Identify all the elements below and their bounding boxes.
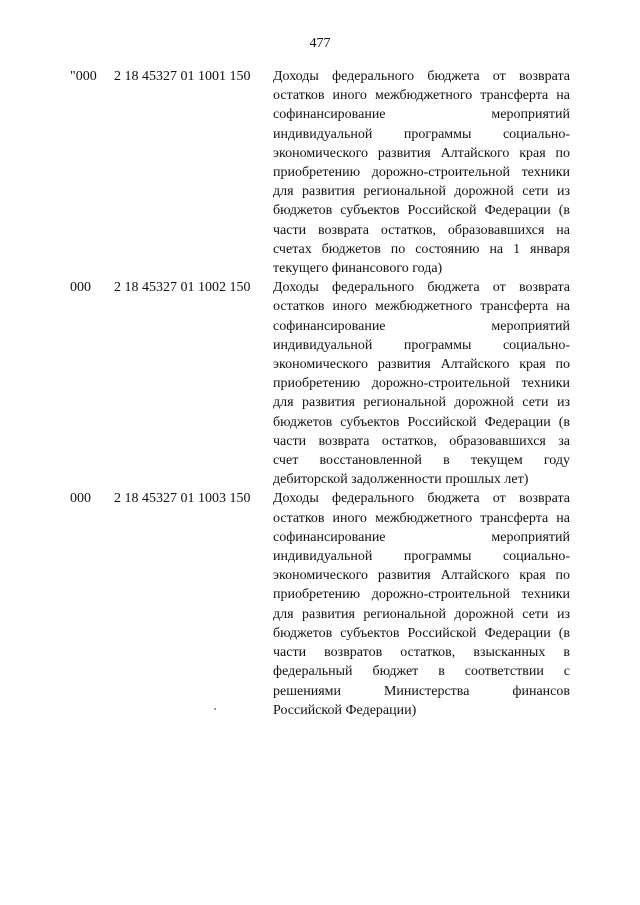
budget-classification-code: 2 18 45327 01 1002 150 xyxy=(114,280,251,296)
description-line: экономического развития Алтайского края по xyxy=(273,145,570,161)
admin-code: "000 xyxy=(70,69,97,84)
description-line: приобретению дорожно-строительной техники xyxy=(273,376,570,392)
description-line: софинансирование мероприятий xyxy=(273,529,570,545)
description-line: экономического развития Алтайского края по xyxy=(273,357,570,373)
description-line: Российской Федерации) xyxy=(273,702,417,718)
budget-classification-code: 2 18 45327 01 1001 150 xyxy=(114,69,251,84)
description-line: части возврата остатков, образовавшихся за xyxy=(273,433,570,449)
admin-code: 000 xyxy=(70,491,91,507)
description-line: остатков иного межбюджетного трансферта на xyxy=(273,88,570,104)
description-line: части возвратов остатков, взысканных в xyxy=(273,645,570,661)
description-line: приобретению дорожно-строительной техники xyxy=(273,165,570,181)
description-line: Доходы федерального бюджета от возврата xyxy=(273,280,570,296)
budget-classification-code: 2 18 45327 01 1003 150 xyxy=(114,491,251,507)
description-line: для развития региональной дорожной сети из xyxy=(273,184,570,200)
table-row xyxy=(0,67,640,278)
page-number: 477 xyxy=(309,36,331,51)
table-row xyxy=(0,489,640,719)
description-line: экономического развития Алтайского края по xyxy=(273,568,570,584)
description-line: индивидуальной программы социально- xyxy=(273,337,570,353)
description-line: остатков иного межбюджетного трансферта на xyxy=(273,299,570,315)
description-line: индивидуальной программы социально- xyxy=(273,549,570,565)
income-description xyxy=(273,67,570,278)
description-line: федеральный бюджет в соответствии с xyxy=(273,664,570,680)
description-line: счетах бюджетов по состоянию на 1 января xyxy=(273,241,570,257)
description-line: для развития региональной дорожной сети из xyxy=(273,395,570,411)
description-line: индивидуальной программы социально- xyxy=(273,126,570,142)
admin-code: 000 xyxy=(70,280,91,296)
description-line: бюджетов субъектов Российской Федерации (в xyxy=(273,203,570,219)
description-line: софинансирование мероприятий xyxy=(273,107,570,123)
description-line: бюджетов субъектов Российской Федерации (в xyxy=(273,414,570,430)
table-row xyxy=(0,278,640,489)
scan-speck xyxy=(214,708,216,710)
income-description xyxy=(273,489,570,719)
description-line: дебиторской задолженности прошлых лет) xyxy=(273,472,529,488)
description-line: Доходы федерального бюджета от возврата xyxy=(273,69,570,84)
description-line: остатков иного межбюджетного трансферта на xyxy=(273,510,570,526)
income-description xyxy=(273,278,570,489)
description-line: бюджетов субъектов Российской Федерации (в xyxy=(273,625,570,641)
description-line: для развития региональной дорожной сети из xyxy=(273,606,570,622)
description-line: приобретению дорожно-строительной техники xyxy=(273,587,570,603)
description-line: части возврата остатков, образовавшихся на xyxy=(273,222,570,238)
description-line: текущего финансового года) xyxy=(273,261,443,277)
budget-code-table xyxy=(0,67,640,720)
description-line: счет восстановленной в текущем году xyxy=(273,453,570,469)
description-line: решениями Министерства финансов xyxy=(273,683,570,699)
description-line: Доходы федерального бюджета от возврата xyxy=(273,491,570,507)
description-line: софинансирование мероприятий xyxy=(273,318,570,334)
